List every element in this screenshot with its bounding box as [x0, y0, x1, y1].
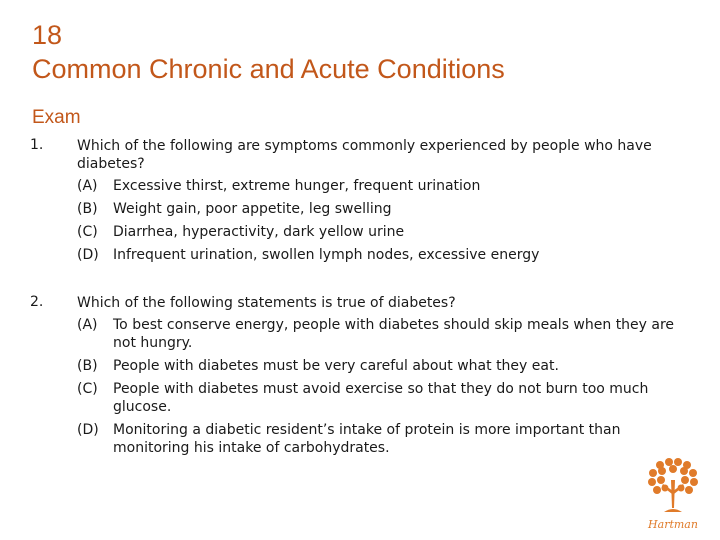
option-c [77, 378, 700, 419]
option-a [77, 314, 700, 355]
chapter-number: 18 [32, 20, 63, 50]
slide-title [32, 18, 505, 86]
option-text: Infrequent urination, swollen lymph nodes, excessive energy [113, 247, 540, 263]
option-letter: (D) [77, 422, 99, 438]
logo-text: Hartman [648, 518, 698, 531]
option-b [77, 355, 700, 378]
option-text: Monitoring a diabetic resident’s intake of protein is more important than monitoring his intake of carbohydrates. [113, 422, 621, 456]
option-letter: (A) [77, 178, 98, 194]
option-d [77, 244, 700, 267]
option-b [77, 198, 700, 221]
hartman-logo [640, 456, 706, 534]
section-heading: Exam [32, 107, 81, 128]
option-letter: (C) [77, 224, 98, 240]
option-letter: (B) [77, 201, 98, 217]
option-letter: (C) [77, 381, 98, 397]
option-letter: (B) [77, 358, 98, 374]
option-text: Diarrhea, hyperactivity, dark yellow urine [113, 224, 405, 240]
option-text: People with diabetes must avoid exercise so that they do not burn too much glucose. [113, 381, 649, 415]
option-c [77, 221, 700, 244]
question-stem: Which of the following statements is true of diabetes? [77, 295, 456, 311]
question-1 [30, 134, 700, 267]
question-stem: Which of the following are symptoms commonly experienced by people who have diabetes? [77, 138, 652, 172]
option-text: Weight gain, poor appetite, leg swelling [113, 201, 392, 217]
option-d [77, 419, 700, 460]
question-number: 2. [30, 294, 44, 310]
tree-icon [648, 458, 698, 512]
option-a [77, 175, 700, 198]
option-letter: (D) [77, 247, 99, 263]
option-letter: (A) [77, 317, 98, 333]
question-2 [30, 291, 700, 460]
chapter-title: Common Chronic and Acute Conditions [32, 54, 505, 84]
option-text: Excessive thirst, extreme hunger, frequent urination [113, 178, 481, 194]
option-text: To best conserve energy, people with diabetes should skip meals when they are not hungry. [113, 317, 675, 351]
option-text: People with diabetes must be very careful about what they eat. [113, 358, 559, 374]
question-number: 1. [30, 137, 44, 153]
